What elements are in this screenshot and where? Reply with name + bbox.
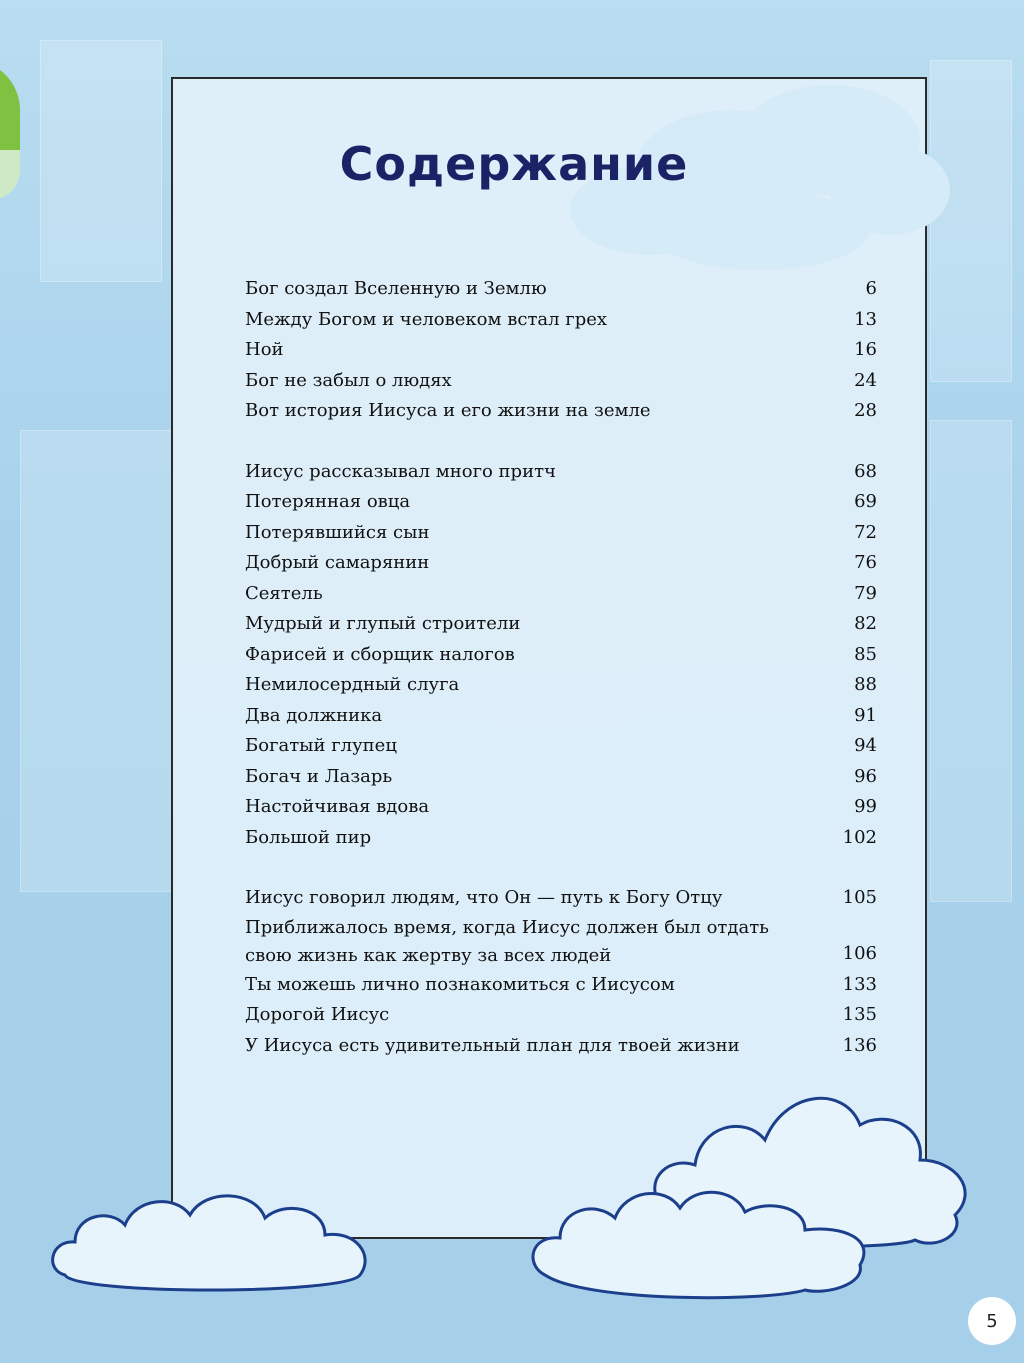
toc-entry-title: Иисус рассказывал много притч: [245, 460, 556, 482]
toc-entry: [245, 823, 877, 854]
toc-entry: [245, 670, 877, 701]
toc-entry-title: Немилосердный слуга: [245, 674, 460, 695]
toc-entry: [245, 274, 877, 305]
background-panel: [930, 420, 1012, 902]
toc-entry: [245, 487, 877, 518]
toc-entry-title: Богач и Лазарь: [245, 765, 393, 787]
toc-entry-title: Фарисей и сборщик налогов: [245, 643, 515, 665]
toc-entry-page: 135: [842, 1004, 877, 1025]
toc-entry-page: 105: [842, 887, 877, 908]
toc-entry-page: 79: [854, 582, 877, 604]
toc-entry-title: Богатый глупец: [245, 735, 397, 756]
toc-entry-title: Дорогой Иисус: [245, 1004, 390, 1025]
toc-entry-page: 69: [854, 491, 877, 512]
toc-entry: [245, 335, 877, 366]
toc-entry-page: 96: [854, 765, 877, 787]
toc-section: [245, 883, 877, 1061]
background-panel: [40, 40, 162, 282]
toc-entry: [245, 883, 877, 914]
toc-entry-title: Добрый самарянин: [245, 552, 430, 573]
toc-entry: [245, 457, 877, 488]
toc-entry-page: 76: [854, 552, 877, 573]
toc-entry-page: 94: [854, 735, 877, 756]
toc-entry-title: Иисус говорил людям, что Он — путь к Богу Отцу: [245, 887, 723, 908]
toc-entry-title: Настойчивая вдова: [245, 796, 430, 817]
toc-entry-title: Потерянная овца: [245, 491, 411, 512]
toc-entry-title: Ной: [245, 339, 284, 360]
toc-entry-page: 82: [854, 613, 877, 634]
toc-entry-title: Большой пир: [245, 826, 372, 848]
toc-entry-title: Потерявшийся сын: [245, 521, 430, 543]
cloud-decoration-left: [45, 1180, 385, 1300]
toc-entry-page: 85: [854, 643, 877, 665]
background-panel: [930, 60, 1012, 382]
toc-entry: [245, 914, 877, 970]
toc-entry-title: Ты можешь лично познакомиться с Иисусом: [245, 973, 675, 995]
toc-entry-page: 6: [865, 278, 877, 299]
table-of-contents: [245, 274, 877, 1061]
toc-section: [245, 274, 877, 427]
toc-entry-page: 16: [854, 339, 877, 360]
toc-entry: [245, 1031, 877, 1062]
toc-entry-page: 102: [842, 826, 877, 848]
toc-entry-page: 72: [854, 521, 877, 543]
toc-entry-title: У Иисуса есть удивительный план для твоей жизни: [245, 1034, 740, 1056]
toc-entry: [245, 970, 877, 1001]
toc-entry-title: Бог не забыл о людях: [245, 369, 452, 391]
toc-entry: [245, 518, 877, 549]
toc-entry-page: 68: [854, 460, 877, 482]
toc-entry: [245, 396, 877, 427]
toc-entry-page: 136: [842, 1034, 877, 1056]
toc-entry: [245, 305, 877, 336]
toc-entry-page: 99: [854, 796, 877, 817]
toc-entry: [245, 762, 877, 793]
toc-entry: [245, 366, 877, 397]
cloud-decoration-right: [525, 1070, 985, 1310]
toc-entry: [245, 701, 877, 732]
page-title: Содержание: [339, 137, 689, 191]
toc-entry: [245, 579, 877, 610]
toc-entry-title: Вот история Иисуса и его жизни на земле: [245, 400, 651, 421]
toc-entry-title: Сеятель: [245, 582, 323, 604]
toc-entry-title: Между Богом и человеком встал грех: [245, 308, 608, 330]
toc-entry-title: Мудрый и глупый строители: [245, 613, 521, 634]
toc-entry: [245, 548, 877, 579]
toc-entry-page: 28: [854, 400, 877, 421]
toc-entry-title: Бог создал Вселенную и Землю: [245, 278, 547, 299]
page-number: 5: [968, 1297, 1016, 1345]
toc-entry-title: Приближалось время, когда Иисус должен был отдать свою жизнь как жертву за всех людей: [245, 916, 769, 966]
toc-entry-page: 13: [854, 308, 877, 330]
background-panel: [20, 430, 172, 892]
toc-section: [245, 457, 877, 854]
toc-entry: [245, 640, 877, 671]
toc-entry: [245, 792, 877, 823]
toc-entry: [245, 1000, 877, 1031]
toc-entry-page: 91: [854, 704, 877, 726]
toc-entry-title: Два должника: [245, 704, 383, 726]
toc-entry-page: 133: [842, 973, 877, 995]
toc-entry-page: 88: [854, 674, 877, 695]
toc-entry: [245, 731, 877, 762]
toc-entry: [245, 609, 877, 640]
toc-entry-page: 24: [854, 369, 877, 391]
toc-entry-page: 106: [842, 943, 877, 964]
